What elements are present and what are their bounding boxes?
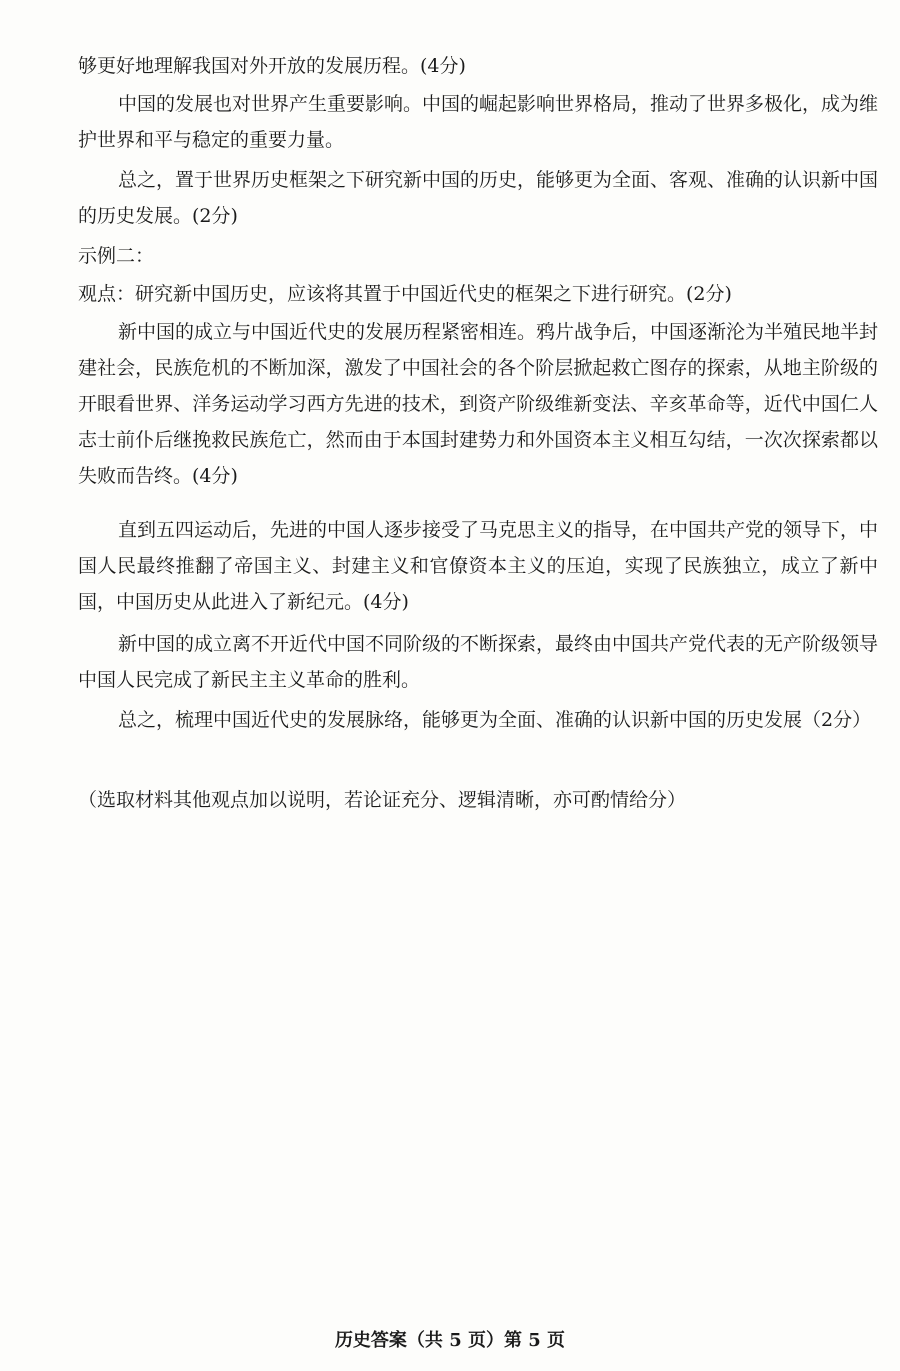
- grading-note: （选取材料其他观点加以说明，若论证充分、逻辑清晰，亦可酌情给分）: [78, 789, 687, 811]
- paragraph-modern-history: 新中国的成立与中国近代史的发展历程紧密相连。鸦片战争后，中国逐渐沦为半殖民地半封建社会，民族危机的不断加深，激发了中国社会的各个阶层掀起救亡图存的探索，从地主阶级的开眼看世界、洋务运动学习西方先进的技术，到资产阶级维新变法、辛亥革命等，近代中国仁人志士前仆后继挽救民族危亡，然而由于本国封建势力和外国资本主义相互勾结，一次次探索都以失败而告终。(4分): [78, 321, 879, 487]
- example-two-label: 示例二：: [78, 245, 155, 267]
- paragraph-may-fourth: 直到五四运动后，先进的中国人逐步接受了马克思主义的指导，在中国共产党的领导下，中国人民最终推翻了帝国主义、封建主义和官僚资本主义的压迫，实现了民族独立，成立了新中国，中国历史从此进入了新纪元。(4分): [78, 519, 879, 613]
- paragraph-opening-line: 够更好地理解我国对外开放的发展历程。(4分): [78, 55, 466, 77]
- page-footer: 历史答案（共 5 页）第 5 页: [334, 1330, 566, 1351]
- paragraph-summary-one: 总之，置于世界历史框架之下研究新中国的历史，能够更为全面、客观、准确的认识新中国的历史发展。(2分): [78, 169, 879, 227]
- paragraph-new-democratic-revolution: 新中国的成立离不开近代中国不同阶级的不断探索，最终由中国共产党代表的无产阶级领导中国人民完成了新民主主义革命的胜利。: [78, 633, 879, 691]
- paragraph-summary-two: 总之，梳理中国近代史的发展脉络，能够更为全面、准确的认识新中国的历史发展（2分）: [118, 709, 872, 731]
- viewpoint-statement: 观点：研究新中国历史，应该将其置于中国近代史的框架之下进行研究。(2分): [78, 283, 732, 305]
- paragraph-china-impact: 中国的发展也对世界产生重要影响。中国的崛起影响世界格局，推动了世界多极化，成为维护世界和平与稳定的重要力量。: [78, 93, 879, 151]
